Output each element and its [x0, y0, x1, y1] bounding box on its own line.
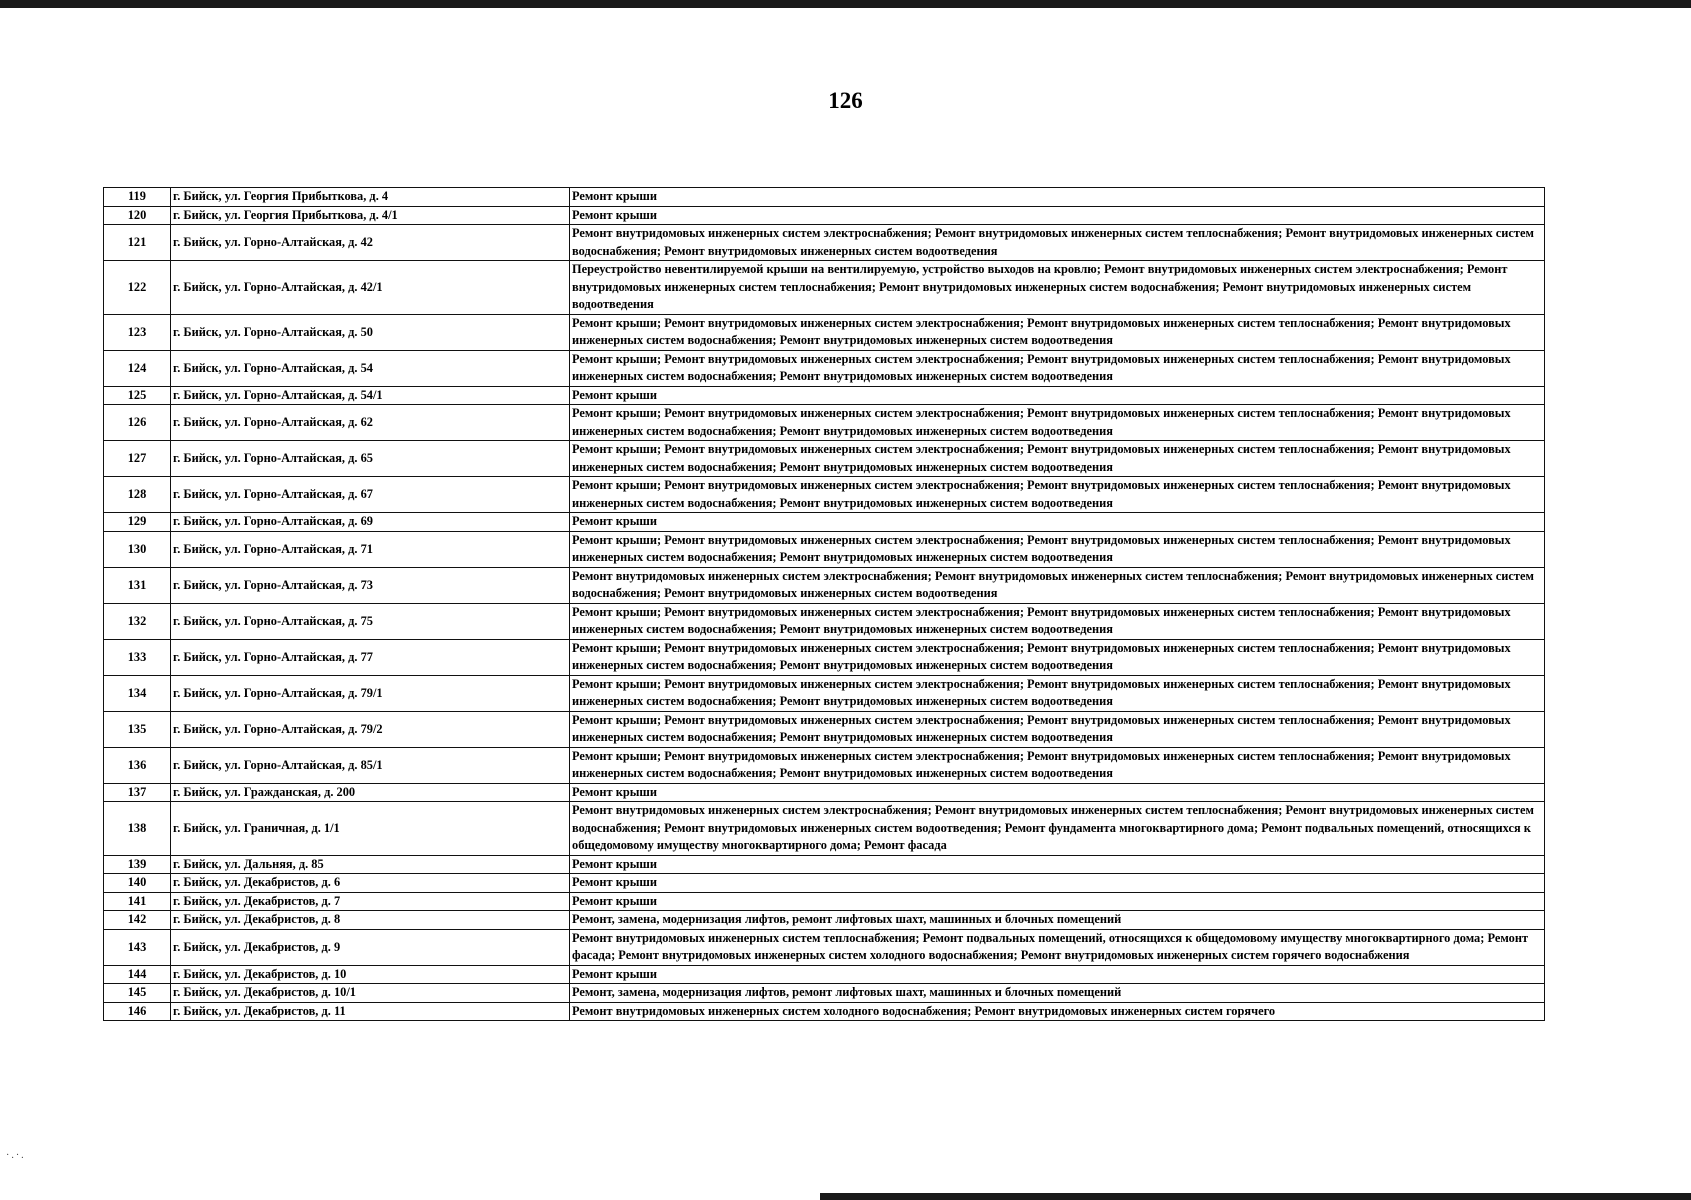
row-work-types: Ремонт, замена, модернизация лифтов, ремонт лифтовых шахт, машинных и блочных помещений [570, 984, 1545, 1003]
row-address: г. Бийск, ул. Горно-Алтайская, д. 71 [171, 531, 570, 567]
row-number: 137 [104, 783, 171, 802]
row-work-types: Ремонт крыши; Ремонт внутридомовых инженерных систем электроснабжения; Ремонт внутридомовых инженерных систем теплоснабжения; Ремонт внутридомовых инженерных систем водоснабжения; Ремонт внутридомовых инженерных систем водоотведения [570, 531, 1545, 567]
row-work-types: Ремонт крыши; Ремонт внутридомовых инженерных систем электроснабжения; Ремонт внутридомовых инженерных систем теплоснабжения; Ремонт внутридомовых инженерных систем водоснабжения; Ремонт внутридомовых инженерных систем водоотведения [570, 441, 1545, 477]
row-number: 126 [104, 405, 171, 441]
row-number: 143 [104, 929, 171, 965]
row-address: г. Бийск, ул. Горно-Алтайская, д. 79/2 [171, 711, 570, 747]
row-address: г. Бийск, ул. Горно-Алтайская, д. 69 [171, 513, 570, 532]
table-row [104, 567, 1545, 603]
row-work-types: Ремонт крыши [570, 855, 1545, 874]
row-number: 134 [104, 675, 171, 711]
table-row [104, 711, 1545, 747]
row-work-types: Ремонт крыши; Ремонт внутридомовых инженерных систем электроснабжения; Ремонт внутридомовых инженерных систем теплоснабжения; Ремонт внутридомовых инженерных систем водоснабжения; Ремонт внутридомовых инженерных систем водоотведения [570, 477, 1545, 513]
table-row [104, 405, 1545, 441]
scan-bottom-border [820, 1193, 1691, 1200]
row-address: г. Бийск, ул. Декабристов, д. 8 [171, 911, 570, 930]
table-row [104, 984, 1545, 1003]
row-address: г. Бийск, ул. Горно-Алтайская, д. 42/1 [171, 261, 570, 315]
row-work-types: Ремонт крыши; Ремонт внутридомовых инженерных систем электроснабжения; Ремонт внутридомовых инженерных систем теплоснабжения; Ремонт внутридомовых инженерных систем водоснабжения; Ремонт внутридомовых инженерных систем водоотведения [570, 405, 1545, 441]
row-number: 146 [104, 1002, 171, 1021]
row-address: г. Бийск, ул. Горно-Алтайская, д. 75 [171, 603, 570, 639]
table-row [104, 639, 1545, 675]
row-number: 120 [104, 206, 171, 225]
table-row [104, 531, 1545, 567]
page-number: 126 [828, 88, 863, 113]
row-address: г. Бийск, ул. Горно-Алтайская, д. 67 [171, 477, 570, 513]
table-row [104, 225, 1545, 261]
row-address: г. Бийск, ул. Георгия Прибыткова, д. 4 [171, 188, 570, 207]
row-address: г. Бийск, ул. Горно-Алтайская, д. 65 [171, 441, 570, 477]
row-number: 145 [104, 984, 171, 1003]
row-work-types: Ремонт крыши; Ремонт внутридомовых инженерных систем электроснабжения; Ремонт внутридомовых инженерных систем теплоснабжения; Ремонт внутридомовых инженерных систем водоснабжения; Ремонт внутридомовых инженерных систем водоотведения [570, 747, 1545, 783]
row-number: 136 [104, 747, 171, 783]
row-number: 132 [104, 603, 171, 639]
row-address: г. Бийск, ул. Горно-Алтайская, д. 54/1 [171, 386, 570, 405]
table-row [104, 874, 1545, 893]
row-number: 133 [104, 639, 171, 675]
row-number: 125 [104, 386, 171, 405]
row-number: 129 [104, 513, 171, 532]
table-row [104, 441, 1545, 477]
table-row [104, 892, 1545, 911]
row-number: 122 [104, 261, 171, 315]
row-work-types: Ремонт внутридомовых инженерных систем электроснабжения; Ремонт внутридомовых инженерных систем теплоснабжения; Ремонт внутридомовых инженерных систем водоснабжения; Ремонт внутридомовых инженерных систем водоотведения [570, 225, 1545, 261]
table-row [104, 911, 1545, 930]
row-address: г. Бийск, ул. Граничная, д. 1/1 [171, 802, 570, 856]
row-address: г. Бийск, ул. Декабристов, д. 10/1 [171, 984, 570, 1003]
row-number: 139 [104, 855, 171, 874]
row-address: г. Бийск, ул. Георгия Прибыткова, д. 4/1 [171, 206, 570, 225]
row-work-types: Ремонт крыши [570, 965, 1545, 984]
row-work-types: Ремонт крыши; Ремонт внутридомовых инженерных систем электроснабжения; Ремонт внутридомовых инженерных систем теплоснабжения; Ремонт внутридомовых инженерных систем водоснабжения; Ремонт внутридомовых инженерных систем водоотведения [570, 603, 1545, 639]
table-row [104, 188, 1545, 207]
table-row [104, 314, 1545, 350]
row-work-types: Ремонт крыши [570, 892, 1545, 911]
row-work-types: Ремонт крыши [570, 206, 1545, 225]
table-body [104, 188, 1545, 1021]
table-row [104, 386, 1545, 405]
row-work-types: Ремонт внутридомовых инженерных систем электроснабжения; Ремонт внутридомовых инженерных систем теплоснабжения; Ремонт внутридомовых инженерных систем водоснабжения; Ремонт внутридомовых инженерных систем водоотведения; Ремонт фундамента многоквартирного дома; Ремонт подвальных помещений, относящихся к общедомовому имуществу многоквартирного дома; Ремонт фасада [570, 802, 1545, 856]
row-number: 128 [104, 477, 171, 513]
scan-top-border [0, 0, 1691, 8]
row-work-types: Ремонт крыши [570, 188, 1545, 207]
row-work-types: Ремонт крыши [570, 874, 1545, 893]
row-work-types: Ремонт крыши; Ремонт внутридомовых инженерных систем электроснабжения; Ремонт внутридомовых инженерных систем теплоснабжения; Ремонт внутридомовых инженерных систем водоснабжения; Ремонт внутридомовых инженерных систем водоотведения [570, 314, 1545, 350]
row-number: 124 [104, 350, 171, 386]
row-address: г. Бийск, ул. Горно-Алтайская, д. 50 [171, 314, 570, 350]
row-number: 127 [104, 441, 171, 477]
row-address: г. Бийск, ул. Декабристов, д. 6 [171, 874, 570, 893]
row-address: г. Бийск, ул. Декабристов, д. 11 [171, 1002, 570, 1021]
row-work-types: Ремонт крыши; Ремонт внутридомовых инженерных систем электроснабжения; Ремонт внутридомовых инженерных систем теплоснабжения; Ремонт внутридомовых инженерных систем водоснабжения; Ремонт внутридомовых инженерных систем водоотведения [570, 350, 1545, 386]
row-number: 121 [104, 225, 171, 261]
row-number: 131 [104, 567, 171, 603]
table-row [104, 802, 1545, 856]
row-address: г. Бийск, ул. Горно-Алтайская, д. 85/1 [171, 747, 570, 783]
table-row [104, 747, 1545, 783]
row-address: г. Бийск, ул. Горно-Алтайская, д. 73 [171, 567, 570, 603]
row-address: г. Бийск, ул. Горно-Алтайская, д. 54 [171, 350, 570, 386]
table-row [104, 1002, 1545, 1021]
row-number: 123 [104, 314, 171, 350]
row-address: г. Бийск, ул. Декабристов, д. 10 [171, 965, 570, 984]
row-work-types: Ремонт крыши; Ремонт внутридомовых инженерных систем электроснабжения; Ремонт внутридомовых инженерных систем теплоснабжения; Ремонт внутридомовых инженерных систем водоснабжения; Ремонт внутридомовых инженерных систем водоотведения [570, 711, 1545, 747]
table-row [104, 477, 1545, 513]
table-row [104, 855, 1545, 874]
row-work-types: Ремонт внутридомовых инженерных систем теплоснабжения; Ремонт подвальных помещений, относящихся к общедомовому имуществу многоквартирного дома; Ремонт фасада; Ремонт внутридомовых инженерных систем холодного водоснабжения; Ремонт внутридомовых инженерных систем горячего водоснабжения [570, 929, 1545, 965]
row-address: г. Бийск, ул. Горно-Алтайская, д. 79/1 [171, 675, 570, 711]
row-number: 140 [104, 874, 171, 893]
row-work-types: Ремонт, замена, модернизация лифтов, ремонт лифтовых шахт, машинных и блочных помещений [570, 911, 1545, 930]
row-number: 130 [104, 531, 171, 567]
row-address: г. Бийск, ул. Горно-Алтайская, д. 62 [171, 405, 570, 441]
row-number: 144 [104, 965, 171, 984]
row-work-types: Ремонт крыши; Ремонт внутридомовых инженерных систем электроснабжения; Ремонт внутридомовых инженерных систем теплоснабжения; Ремонт внутридомовых инженерных систем водоснабжения; Ремонт внутридомовых инженерных систем водоотведения [570, 639, 1545, 675]
table-row [104, 350, 1545, 386]
table-row [104, 206, 1545, 225]
scan-specks: ·.·. [6, 1150, 26, 1161]
row-address: г. Бийск, ул. Гражданская, д. 200 [171, 783, 570, 802]
row-number: 119 [104, 188, 171, 207]
row-address: г. Бийск, ул. Дальняя, д. 85 [171, 855, 570, 874]
table-row [104, 261, 1545, 315]
table-row [104, 929, 1545, 965]
row-address: г. Бийск, ул. Горно-Алтайская, д. 77 [171, 639, 570, 675]
table-row [104, 965, 1545, 984]
row-work-types: Ремонт внутридомовых инженерных систем электроснабжения; Ремонт внутридомовых инженерных систем теплоснабжения; Ремонт внутридомовых инженерных систем водоснабжения; Ремонт внутридомовых инженерных систем водоотведения [570, 567, 1545, 603]
row-work-types: Ремонт крыши [570, 386, 1545, 405]
table-row [104, 603, 1545, 639]
row-number: 142 [104, 911, 171, 930]
row-work-types: Переустройство невентилируемой крыши на вентилируемую, устройство выходов на кровлю; Ремонт внутридомовых инженерных систем электроснабжения; Ремонт внутридомовых инженерных систем теплоснабжения; Ремонт внутридомовых инженерных систем водоснабжения; Ремонт внутридомовых инженерных систем водоотведения [570, 261, 1545, 315]
row-work-types: Ремонт крыши [570, 783, 1545, 802]
table-row [104, 783, 1545, 802]
row-work-types: Ремонт внутридомовых инженерных систем холодного водоснабжения; Ремонт внутридомовых инженерных систем горячего [570, 1002, 1545, 1021]
row-work-types: Ремонт крыши [570, 513, 1545, 532]
row-number: 135 [104, 711, 171, 747]
row-number: 141 [104, 892, 171, 911]
row-work-types: Ремонт крыши; Ремонт внутридомовых инженерных систем электроснабжения; Ремонт внутридомовых инженерных систем теплоснабжения; Ремонт внутридомовых инженерных систем водоснабжения; Ремонт внутридомовых инженерных систем водоотведения [570, 675, 1545, 711]
repair-program-table [103, 187, 1545, 1021]
table-row [104, 513, 1545, 532]
row-address: г. Бийск, ул. Декабристов, д. 9 [171, 929, 570, 965]
table-row [104, 675, 1545, 711]
row-number: 138 [104, 802, 171, 856]
row-address: г. Бийск, ул. Горно-Алтайская, д. 42 [171, 225, 570, 261]
row-address: г. Бийск, ул. Декабристов, д. 7 [171, 892, 570, 911]
